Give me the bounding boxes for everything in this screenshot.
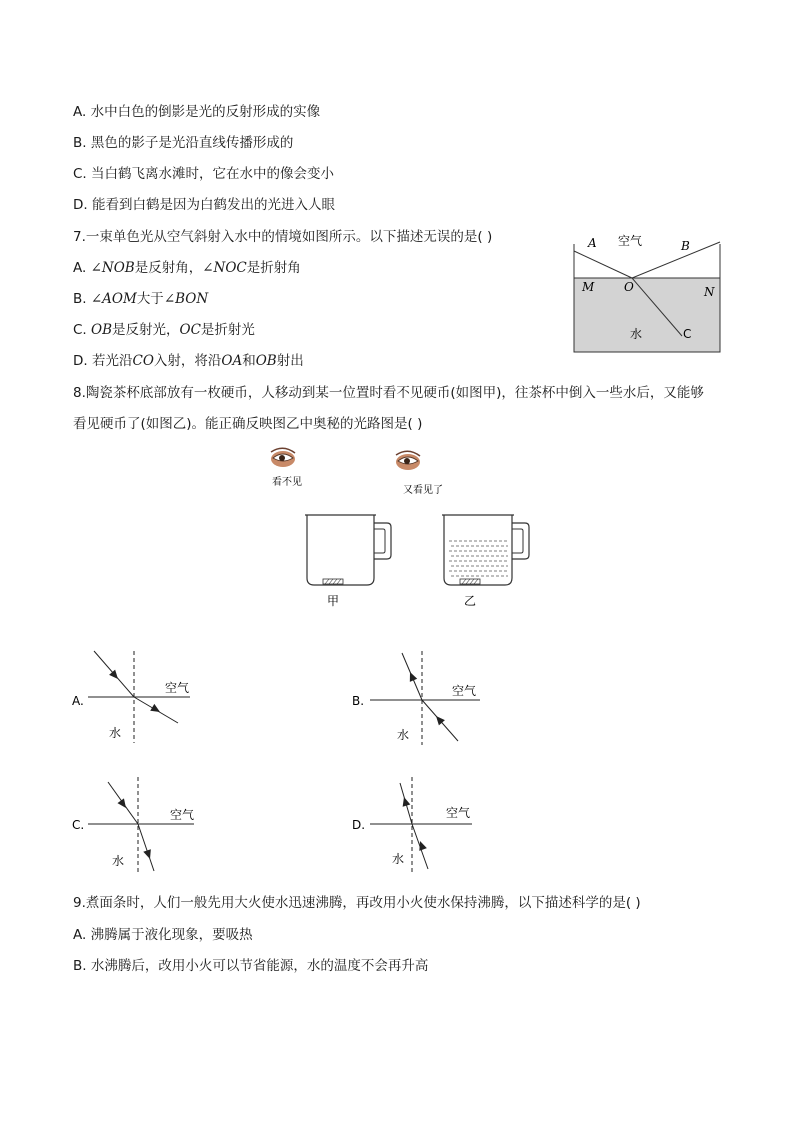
q8-option-b-diagram bbox=[348, 645, 488, 747]
coin bbox=[323, 579, 343, 584]
q8-option-a-diagram bbox=[68, 645, 198, 747]
label-air: 空气 bbox=[618, 234, 643, 248]
label-a: A bbox=[588, 236, 597, 250]
eye2-caption: 又看见了 bbox=[403, 485, 443, 496]
option-d-label: D. bbox=[352, 818, 366, 832]
label-air: 空气 bbox=[446, 806, 471, 820]
label-b: B bbox=[681, 239, 690, 253]
label-c: C bbox=[683, 327, 692, 341]
q6-option-d: D. 能看到白鹤是因为白鹤发出的光进入人眼 bbox=[73, 197, 335, 213]
q9-stem: 9.煮面条时，人们一般先用大火使水迅速沸腾，再改用小火使水保持沸腾，以下描述科学的是( ) bbox=[73, 895, 641, 911]
label-o: O bbox=[624, 280, 634, 294]
q7-option-b: B. ∠AOM大于∠BON bbox=[73, 291, 209, 307]
label-water: 水 bbox=[112, 854, 125, 868]
q8-cup-diagram bbox=[265, 443, 545, 613]
label-air: 空气 bbox=[452, 684, 477, 698]
q7-option-c: C. OB是反射光，OC是折射光 bbox=[73, 322, 255, 338]
q6-option-b: B. 黑色的影子是光沿直线传播形成的 bbox=[73, 135, 294, 151]
q8-stem-line2: 看见硬币了(如图乙)。能正确反映图乙中奥秘的光路图是( ) bbox=[73, 416, 423, 432]
q8-option-c-diagram bbox=[68, 773, 200, 877]
eye1-caption: 看不见 bbox=[272, 477, 302, 488]
cup2-label: 乙 bbox=[464, 594, 477, 608]
arrow-icon bbox=[150, 704, 162, 715]
ray-ob bbox=[632, 242, 720, 278]
label-air: 空气 bbox=[170, 808, 195, 822]
label-water: 水 bbox=[397, 728, 410, 742]
label-water: 水 bbox=[392, 852, 405, 866]
q7-stem: 7.一束单色光从空气斜射入水中的情境如图所示。以下描述无误的是( ) bbox=[73, 229, 493, 245]
q9-option-a: A. 沸腾属于液化现象，要吸热 bbox=[73, 927, 253, 943]
arrow-icon bbox=[400, 796, 410, 807]
q6-option-c: C. 当白鹤飞离水滩时，它在水中的像会变小 bbox=[73, 166, 335, 182]
cup1-label: 甲 bbox=[327, 594, 340, 608]
water-region bbox=[574, 278, 720, 352]
eye-icon bbox=[396, 451, 420, 470]
option-c-label: C. bbox=[72, 818, 85, 832]
eye-icon bbox=[271, 448, 295, 467]
label-n: N bbox=[704, 285, 715, 299]
arrow-icon bbox=[143, 849, 153, 860]
refracted-ray bbox=[138, 824, 154, 871]
q7-option-a: A. ∠NOB是反射角，∠NOC是折射角 bbox=[73, 260, 301, 276]
arrow-icon bbox=[406, 670, 417, 681]
q8-stem-line1: 8.陶瓷茶杯底部放有一枚硬币，人移动到某一位置时看不见硬币(如图甲)，往茶杯中倒入一些水后，又能够 bbox=[73, 385, 704, 401]
label-m: M bbox=[582, 280, 595, 294]
label-air: 空气 bbox=[165, 681, 190, 695]
label-water: 水 bbox=[630, 327, 643, 341]
cup-jia bbox=[305, 515, 391, 585]
option-a-label: A. bbox=[72, 694, 84, 708]
q7-refraction-diagram bbox=[570, 230, 724, 356]
cup-yi bbox=[442, 515, 529, 585]
q8-option-d-diagram bbox=[348, 773, 478, 877]
q6-option-a: A. 水中白色的倒影是光的反射形成的实像 bbox=[73, 104, 321, 120]
q7-option-d: D. 若光沿CO入射，将沿OA和OB射出 bbox=[73, 353, 304, 369]
option-b-label: B. bbox=[352, 694, 365, 708]
q9-option-b: B. 水沸腾后，改用小火可以节省能源，水的温度不会再升高 bbox=[73, 958, 429, 974]
ray-ao bbox=[574, 251, 632, 278]
coin bbox=[460, 579, 480, 584]
label-water: 水 bbox=[109, 726, 122, 740]
